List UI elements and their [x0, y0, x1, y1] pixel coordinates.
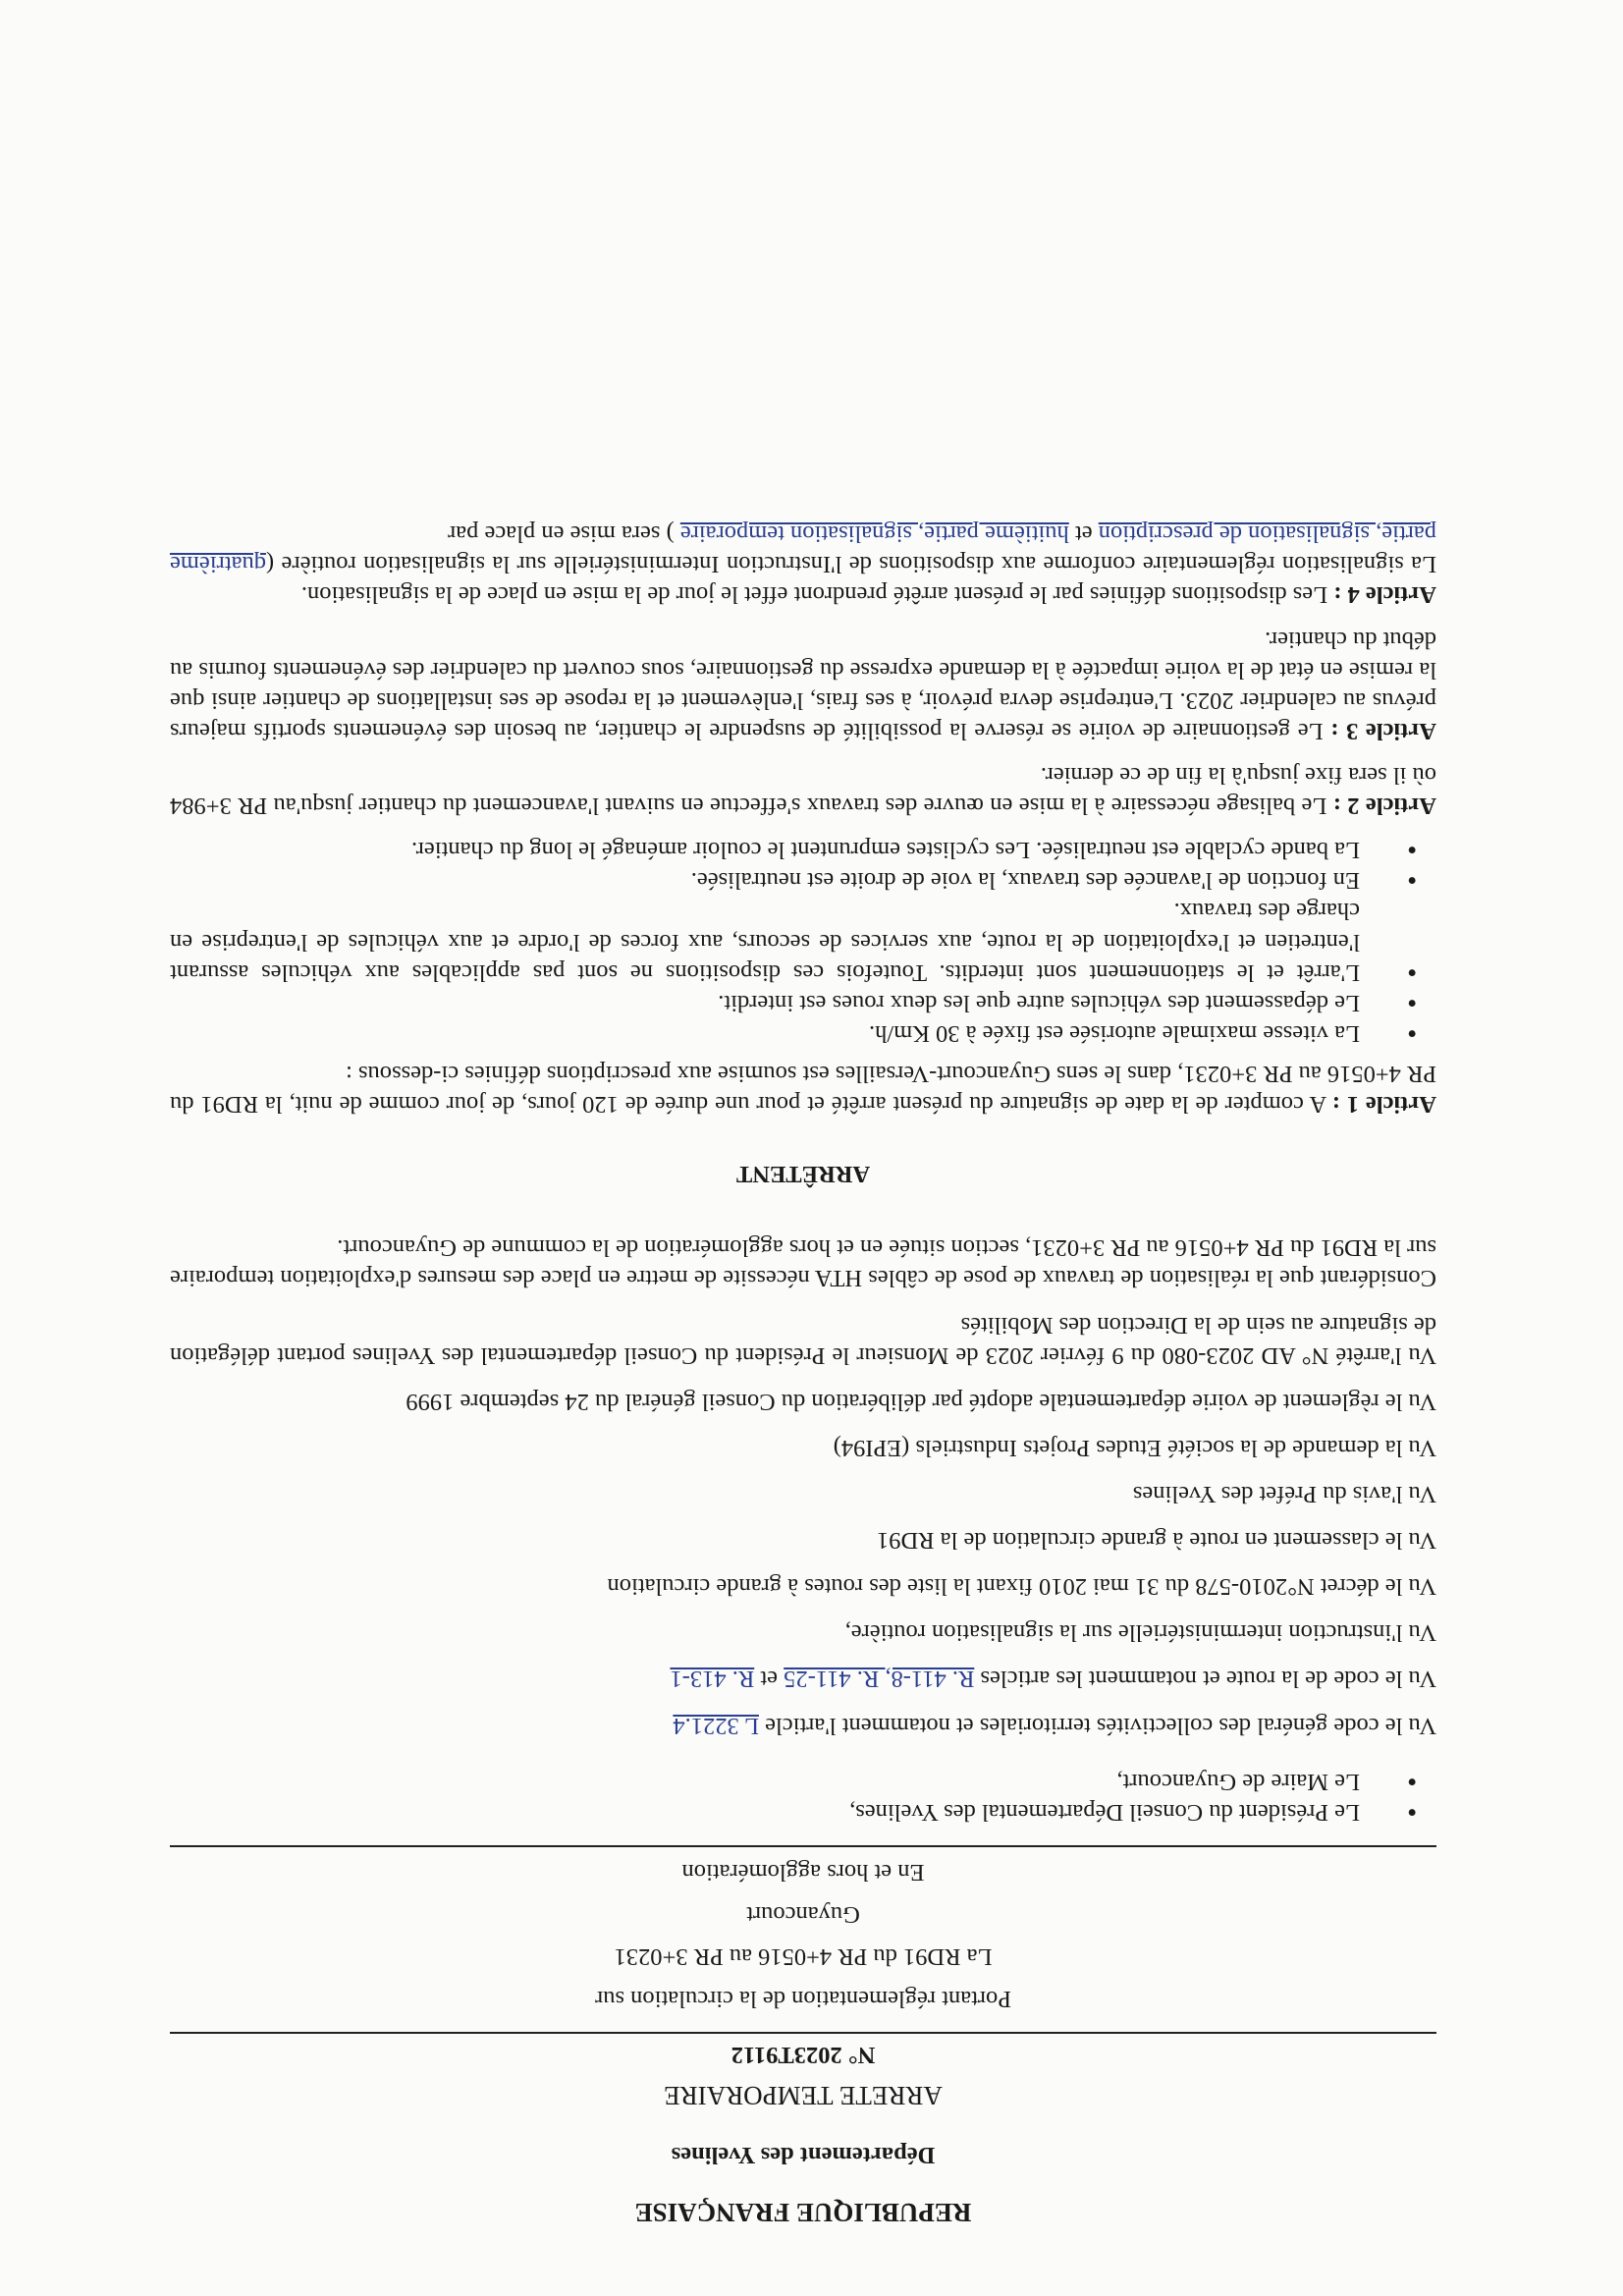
- authorities-list: [170, 1767, 1436, 1828]
- arretent-heading: ARRÊTENT: [735, 1161, 871, 1188]
- list-item: ● L'arrêt et le stationnement sont interdits. Toutefois ces dispositions ne sont pas applicables aux véhicules assurant l'entretien et l'exploitation de la route, aux services de secours, aux forces de l'ordre et aux véhicules de l'entreprise en charge des travaux.: [170, 896, 1380, 987]
- subject-line-2: La RD91 du PR 4+0516 au PR 3+0231: [614, 1943, 993, 1971]
- list-item: ● En fonction de l'avancée des travaux, la voie de droite est neutralisée.: [170, 865, 1380, 896]
- article-4-continuation: La signalisation réglementaire conforme aux dispositions de l'Instruction Interministérielle sur la signalisation routière (quatrième partie, signalisation de prescription et huitième partie, signalisation temporaire ) sera mise en place par: [170, 520, 1436, 578]
- article-label: Article 3 :: [1330, 717, 1436, 744]
- subject-line-1: Portant réglementation de la circulation sur: [595, 1986, 1011, 2013]
- authority-item: ● Le Président du Conseil Départemental des Yvelines,: [170, 1797, 1380, 1828]
- subject-line-4: En et hors agglomération: [681, 1858, 925, 1886]
- article-label: Article 1 :: [1331, 1091, 1436, 1119]
- vu-line: Vu l'arrêté N° AD 2023-080 du 9 février 2023 de Monsieur le Président du Conseil départemental des Yvelines portant délégation de signature au sein de la Direction des Mobilités: [170, 1311, 1436, 1369]
- article-3: Article 3 : Le gestionnaire de voirie se réserve la possibilité de suspendre le chantier, au besoin des événements sportifs majeurs prévus au calendrier 2023. L'entreprise devra prévoir, à ses frais, l'enlèvement et la repose de ses installations de chantier ainsi que la remise en état de la voirie impactée à la demande expresse du gestionnaire, sous couvert du calendrier des événements fournis au début du chantier.: [170, 626, 1436, 744]
- vu-line: Vu le classement en route à grande circulation de la RD91: [877, 1527, 1436, 1555]
- vu-line: Vu l'instruction interministérielle sur la signalisation routière,: [844, 1619, 1436, 1647]
- bottom-rule: [170, 1845, 1436, 1847]
- article-label: Article 2 :: [1332, 793, 1436, 820]
- vu-line: Vu l'avis du Préfet des Yvelines: [1132, 1481, 1436, 1508]
- vu-line: Vu la demande de la société Etudes Projets Industriels (EPI94): [833, 1434, 1436, 1461]
- decree-number: N° 2023T9112: [730, 2042, 876, 2069]
- article-4: Article 4 : Les dispositions définies par le présent arrêté prendront effet le jour de la mise en place de la signalisation.: [300, 581, 1436, 609]
- top-rule: [170, 2032, 1436, 2034]
- vu-line: Vu le code général des collectivités territoriales et notamment l'article L 3221.4: [673, 1712, 1436, 1739]
- instruction-link[interactable]: huitième partie, signalisation temporaire: [679, 520, 1069, 548]
- department-heading: Département des Yvelines: [671, 2141, 936, 2168]
- vu-line: Vu le décret N°2010-578 du 31 mai 2010 fixant la liste des routes à grande circulation: [607, 1573, 1436, 1601]
- article-label: Article 4 :: [1333, 581, 1436, 609]
- considerant-paragraph: Considérant que la réalisation de travaux de pose de câbles HTA nécessite de mettre en place des mesures d'exploitation temporaire sur la RD91 du PR 4+0516 au PR 3+0231, section située en et hors agglomération de la commune de Guyancourt.: [170, 1234, 1436, 1292]
- article-1-list: [170, 835, 1436, 1049]
- article-link[interactable]: L 3221.4: [673, 1712, 759, 1739]
- article-1: Article 1 : A compter de la date de signature du présent arrêté et pour une durée de 120 jours, de jour comme de nuit, la RD91 du PR 4+0516 au PR 3+0231, dans le sens Guyancourt-Versailles est soumise aux prescriptions définies ci-dessous :: [169, 1061, 1436, 1119]
- article-link[interactable]: R. 413-1: [670, 1666, 755, 1693]
- article-link[interactable]: R. 411-8, R. 411-25: [784, 1666, 975, 1693]
- doc-type-heading: ARRETE TEMPORAIRE: [664, 2080, 943, 2110]
- vu-line: Vu le règlement de voirie départementale adopté par délibération du Conseil général du 24 septembre 1999: [406, 1388, 1436, 1415]
- vu-line: Vu le code de la route et notamment les articles R. 411-8, R. 411-25 et R. 413-1: [670, 1666, 1436, 1693]
- authority-item: ● Le Maire de Guyancourt,: [170, 1767, 1380, 1797]
- instruction-link[interactable]: quatrième partie, signalisation de prescription: [170, 520, 1436, 578]
- list-item: ● La vitesse maximale autorisée est fixée à 30 Km/h.: [170, 1018, 1380, 1049]
- document-body: [170, 519, 1436, 2229]
- republic-heading: REPUBLIQUE FRANÇAISE: [634, 2198, 972, 2227]
- list-item: ● Le dépassement des véhicules autre que les deux roues est interdit.: [170, 988, 1380, 1018]
- list-item: ● La bande cyclable est neutralisée. Les cyclistes empruntent le couloir aménagé le long du chantier.: [170, 835, 1380, 865]
- article-2: Article 2 : Le balisage nécessaire à la mise en œuvre des travaux s'effectue en suivant l'avancement du chantier jusqu'au PR 3+984 où il sera fixe jusqu'à la fin de ce dernier.: [169, 762, 1436, 820]
- subject-line-3: Guyancourt: [746, 1901, 860, 1928]
